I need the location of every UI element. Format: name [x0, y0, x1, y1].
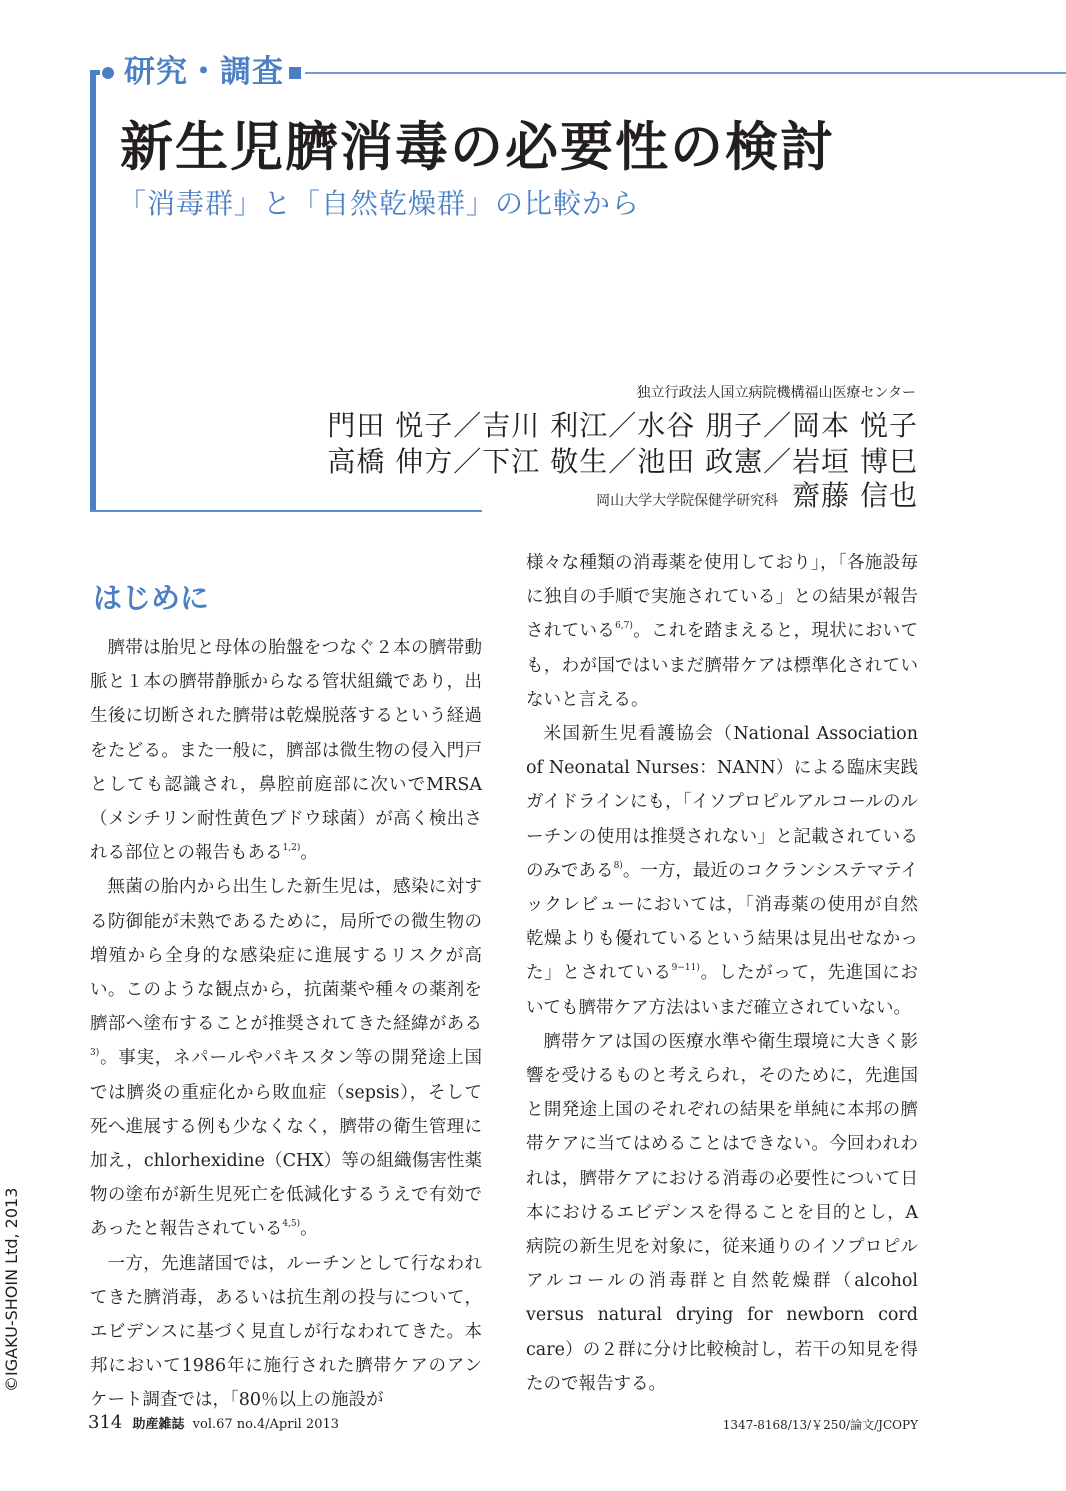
category-square-icon	[289, 67, 301, 79]
author-line-2: 高橋 伸方／下江 敬生／池田 政憲／岩垣 博巳	[327, 445, 918, 478]
author-name: 齋藤 信也	[792, 479, 918, 512]
paragraph: 臍帯は胎児と母体の胎盤をつなぐ２本の臍帯動脈と１本の臍帯静脈からなる管状組織であり，出生後に切断された臍帯は乾燥脱落するという経過をたどる。また一般に，臍部は微生物の侵入門戸としても認識され，鼻腔前庭部に次いでMRSA（メシチリン耐性黄色ブドウ球菌）が高く検出される部位との報告もある$^{1,2)}$。	[90, 638, 482, 864]
article-title: 新生児臍消毒の必要性の検討	[120, 116, 835, 178]
citation: 9−11)	[671, 963, 700, 974]
body-column-left	[90, 631, 482, 1418]
frame-corner	[90, 70, 100, 75]
affiliation-secondary: 岡山大学大学院保健学研究科	[596, 493, 779, 509]
paragraph: 一方，先進諸国では，ルーチンとして行なわれてきた臍消毒，あるいは抗生剤の投与について，エビデンスに基づく見直しが行なわれてきた。本邦において1986年に施行された臍帯ケアのアンケート調査では，「80％以上の施設が	[90, 1253, 482, 1411]
copyright-notice: ©IGAKU-SHOIN Ltd, 2013	[2, 1187, 21, 1392]
page-number: 314	[88, 1412, 123, 1433]
article-subtitle: 「消毒群」と「自然乾燥群」の比較から	[118, 187, 641, 220]
paragraph: 無菌の胎内から出生した新生児は，感染に対する防御能が未熟であるために，局所での微生物の増殖から全身的な感染症に進展するリスクが高い。このような観点から，抗菌薬や種々の薬剤を臍部へ塗布することが推奨されてきた経緯がある$^{3)}$。事実，ネパールやパキスタン等の開発途上国では臍炎の重症化から敗血症（sepsis），そして死へ進展する例も少なくなく，臍帯の衛生管理に加え，chlorhexidine（CHX）等の組織傷害性薬物の塗布が新生児死亡を低減化するうえで有効であったと報告されている$^{4,5)}$。	[90, 877, 482, 1240]
paragraph: 臍帯ケアは国の医療水準や衛生環境に大きく影響を受けるものと考えられ，そのために，先進国と開発途上国のそれぞれの結果を単純に本邦の臍帯ケアに当てはめることはできない。今回われわれは，臍帯ケアにおける消毒の必要性について日本におけるエビデンスを得ることを目的とし，A病院の新生児を対象に，従来通りのイソプロピルアルコールの消毒群と自然乾燥群（alcohol versus natural drying for newborn cord care）の２群に分け比較検討し，若干の知見を得たので報告する。	[526, 1031, 918, 1394]
body-column-right	[526, 546, 918, 1401]
article-category: 研究・調査	[124, 54, 284, 90]
paragraph: 米国新生児看護協会（National Association of Neonatal Nurses：NANN）による臨床実践ガイドラインにも，「イソプロピルアルコールのルーチンの使用は推奨されない」と記載されているのみである$^{8)}$。一方，最近のコクランシステマテイックレビューにおいては，「消毒薬の使用が自然乾燥よりも優れているという結果は見出せなかった」とされている$^{9-11)}$。したがって，先進国においても臍帯ケア方法はいまだ確立されていない。	[526, 724, 919, 1018]
author-line-1: 門田 悦子／吉川 利江／水谷 朋子／岡本 悦子	[327, 409, 918, 442]
frame-bottom-rule	[90, 510, 482, 512]
author-line-3	[596, 478, 918, 519]
affiliation-primary: 独立行政法人国立病院機構福山医療センター	[636, 385, 916, 401]
footer-journal-info	[88, 1412, 339, 1433]
citation: 6,7)	[615, 621, 633, 632]
frame-top-rule	[305, 72, 1066, 74]
section-heading-introduction: はじめに	[93, 581, 210, 615]
footer-code: 1347-8168/13/￥250/論文/JCOPY	[722, 1418, 918, 1432]
frame-vertical-bar	[90, 70, 96, 512]
citation: 4,5)	[282, 1219, 301, 1230]
paragraph: 様々な種類の消毒薬を使用しており」，「各施設毎に独自の手順で実施されている」との結果が報告されている$^{6,7)}$。これを踏まえると，現状においても，わが国ではいまだ臍帯ケアは標準化されていないと言える。	[526, 553, 919, 710]
citation: 8)	[613, 860, 623, 871]
journal-issue: vol.67 no.4/April 2013	[192, 1417, 340, 1432]
citation: 3)	[90, 1048, 100, 1059]
category-bullet-dot-icon	[102, 67, 114, 79]
citation: 1,2)	[282, 843, 301, 854]
journal-name: 助産雑誌	[132, 1417, 185, 1432]
